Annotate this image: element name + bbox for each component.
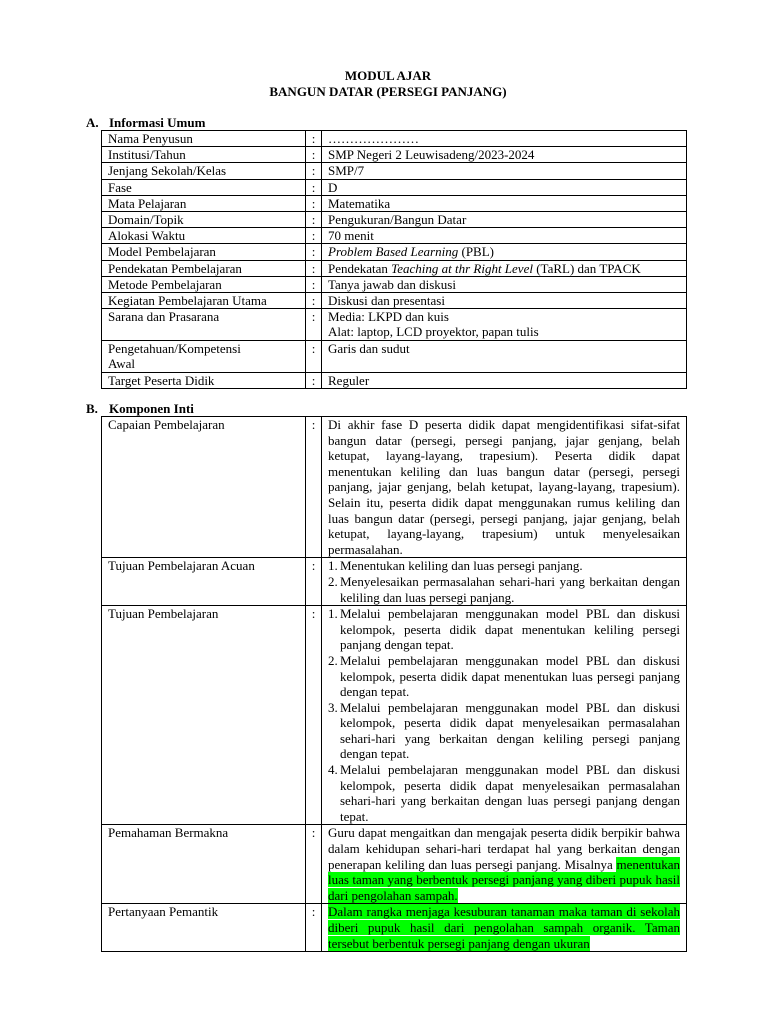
pemahaman-highlight: menentukan luas taman yang berbentuk persegi panjang yang diberi pupuk hasil dari pengolahan sampah.	[328, 856, 680, 903]
row-label: Jenjang Sekolah/Kelas	[102, 163, 306, 179]
row-value: Garis dan sudut	[322, 341, 687, 372]
row-label: Tujuan Pembelajaran Acuan	[102, 558, 306, 606]
table-row	[102, 904, 687, 952]
table-row	[102, 825, 687, 904]
value-line-2: Alat: laptop, LCD proyektor, papan tulis	[328, 324, 539, 340]
table-row	[102, 179, 687, 195]
row-value: D	[322, 179, 687, 195]
pemahaman-plain: Guru dapat mengaitkan dan mengajak peserta didik berpikir bahwa dalam kehidupan sehari-hari terdapat hal yang berkaitan dengan penerapan keliling dan luas persegi panjang. Misalnya	[328, 825, 680, 872]
table-row	[102, 195, 687, 211]
list-number: 4.	[328, 762, 338, 778]
row-separator: :	[306, 293, 322, 309]
tp-list	[322, 606, 687, 825]
pemantik-highlight: Dalam rangka menjaga kesuburan tanaman maka taman di sekolah diberi pupuk hasil dari pengolahan sampah organik. Taman tersebut berbentuk persegi panjang dengan ukuran	[328, 904, 680, 951]
row-value: SMP Negeri 2 Leuwisadeng/2023-2024	[322, 147, 687, 163]
row-value: Diskusi dan presentasi	[322, 293, 687, 309]
row-separator: :	[306, 244, 322, 260]
table-row	[102, 260, 687, 276]
table-row	[102, 372, 687, 388]
list-text: Melalui pembelajaran menggunakan model PBL dan diskusi kelompok, peserta didik dapat menyelesaikan permasalahan sehari-hari yang berkaitan dengan luas persegi panjang dengan tepat.	[340, 762, 680, 824]
row-label: Institusi/Tahun	[102, 147, 306, 163]
table-row	[102, 212, 687, 228]
row-value	[322, 244, 687, 260]
row-label: Kegiatan Pembelajaran Utama	[102, 293, 306, 309]
row-label: Target Peserta Didik	[102, 372, 306, 388]
row-separator: :	[306, 372, 322, 388]
row-value: 70 menit	[322, 228, 687, 244]
row-label: Pertanyaan Pemantik	[102, 904, 306, 952]
row-separator: :	[306, 276, 322, 292]
row-separator: :	[306, 131, 322, 147]
table-row	[102, 163, 687, 179]
list-text: Melalui pembelajaran menggunakan model PBL dan diskusi kelompok, peserta didik dapat menyelesaikan permasalahan sehari-hari yang berkaitan dengan keliling persegi panjang dengan tepat.	[340, 699, 680, 762]
row-separator: :	[306, 179, 322, 195]
value-rest: (TaRL) dan TPACK	[532, 260, 641, 276]
row-label: Capaian Pembelajaran	[102, 417, 306, 558]
row-separator: :	[306, 212, 322, 228]
list-text: Menentukan keliling dan luas persegi panjang.	[340, 558, 583, 574]
row-separator: :	[306, 341, 322, 372]
row-value: Tanya jawab dan diskusi	[322, 276, 687, 292]
row-separator: :	[306, 228, 322, 244]
table-row	[102, 341, 687, 372]
list-text: Melalui pembelajaran menggunakan model PBL dan diskusi kelompok, peserta didik dapat menentukan luas persegi panjang dengan tepat.	[340, 652, 680, 700]
table-row	[102, 558, 687, 606]
komponen-inti-table	[101, 416, 687, 952]
row-value: Matematika	[322, 195, 687, 211]
row-label: Metode Pembelajaran	[102, 276, 306, 292]
row-separator: :	[306, 260, 322, 276]
section-b-letter: B.	[86, 401, 98, 416]
list-number: 1.	[328, 558, 338, 574]
row-label: Pendekatan Pembelajaran	[102, 260, 306, 276]
informasi-umum-table	[101, 130, 687, 389]
table-row	[102, 131, 687, 147]
title-line-1: MODUL AJAR	[344, 68, 432, 83]
row-separator: :	[306, 825, 322, 904]
table-row	[102, 417, 687, 558]
pemahaman-text	[322, 825, 687, 904]
row-label: Domain/Topik	[102, 212, 306, 228]
tp-acuan-list	[322, 558, 687, 606]
row-separator: :	[306, 904, 322, 952]
row-value: Pengukuran/Bangun Datar	[322, 212, 687, 228]
row-value: Reguler	[322, 372, 687, 388]
row-label: Alokasi Waktu	[102, 228, 306, 244]
document-title	[0, 68, 768, 100]
value-italic: Problem Based Learning	[328, 244, 459, 260]
row-value	[322, 309, 687, 341]
row-separator: :	[306, 606, 322, 825]
list-item	[328, 700, 680, 762]
pemantik-text	[322, 904, 687, 952]
list-number: 1.	[328, 606, 338, 622]
row-label: Model Pembelajaran	[102, 244, 306, 260]
table-row	[102, 244, 687, 260]
row-label: Nama Penyusun	[102, 131, 306, 147]
section-a-letter: A.	[86, 115, 99, 130]
row-separator: :	[306, 195, 322, 211]
capaian-text: Di akhir fase D peserta didik dapat mengidentifikasi sifat-sifat bangun datar (persegi, persegi panjang, jajar genjang, belah ketupat, layang-layang, trapesium). Peserta didik dapat menentukan keliling dan luas bangun datar (persegi, persegi panjang, jajar genjang, belah ketupat, layang-layang, trapesium). Selain itu, peserta didik dapat menggunakan rumus keliling dan luas bangun datar (persegi, persegi panjang, jajar genjang, belah ketupat, layang-layang, trapesium) untuk menyelesaikan permasalahan.	[322, 417, 687, 558]
row-label: Fase	[102, 179, 306, 195]
row-label: Sarana dan Prasarana	[102, 309, 306, 341]
table-row	[102, 228, 687, 244]
list-item	[328, 606, 680, 653]
section-b-title: Komponen Inti	[109, 401, 194, 416]
table-row	[102, 309, 687, 341]
title-line-2: BANGUN DATAR (PERSEGI PANJANG)	[269, 84, 507, 99]
row-value: SMP/7	[322, 163, 687, 179]
table-row	[102, 147, 687, 163]
row-label: Pengetahuan/Kompetensi Awal	[102, 341, 306, 372]
row-separator: :	[306, 147, 322, 163]
table-row	[102, 276, 687, 292]
value-rest: (PBL)	[458, 244, 494, 260]
value-italic: Teaching at thr Right Level	[391, 260, 533, 276]
row-separator: :	[306, 558, 322, 606]
list-number: 2.	[328, 573, 338, 589]
list-text: Melalui pembelajaran menggunakan model PBL dan diskusi kelompok, peserta didik dapat menentukan keliling persegi panjang dengan tepat.	[340, 606, 680, 653]
list-number: 3.	[328, 699, 338, 715]
section-a-title: Informasi Umum	[109, 115, 206, 130]
list-text: Menyelesaikan permasalahan sehari-hari yang berkaitan dengan keliling dan luas persegi panjang.	[340, 573, 680, 605]
row-label: Tujuan Pembelajaran	[102, 606, 306, 825]
list-item	[328, 558, 680, 574]
table-row	[102, 606, 687, 825]
row-separator: :	[306, 417, 322, 558]
row-separator: :	[306, 163, 322, 179]
row-label: Mata Pelajaran	[102, 195, 306, 211]
row-separator: :	[306, 309, 322, 341]
value-line-1: Media: LKPD dan kuis	[328, 309, 449, 325]
list-item	[328, 574, 680, 605]
list-item	[328, 653, 680, 700]
row-value	[322, 260, 687, 276]
row-label: Pemahaman Bermakna	[102, 825, 306, 904]
list-number: 2.	[328, 652, 338, 668]
value-pre: Pendekatan	[328, 260, 392, 276]
list-item	[328, 762, 680, 824]
row-value: …………………	[322, 131, 687, 147]
table-row	[102, 293, 687, 309]
